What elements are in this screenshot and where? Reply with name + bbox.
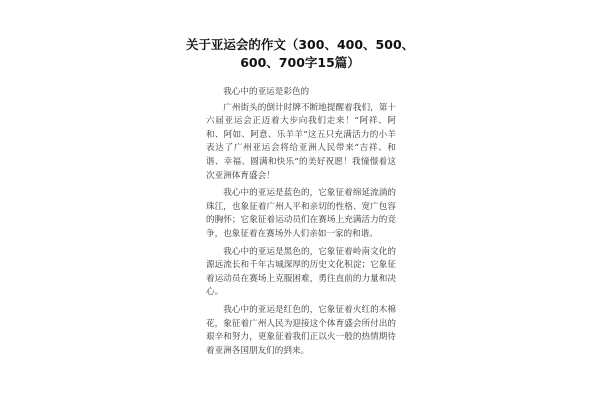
paragraph: 我心中的亚运是黑色的，它象征着岭南文化的源远流长和千年古城深厚的历史文化积淀；它象征着运动员在赛场上克服困难，勇往直前的力量和决心。 xyxy=(206,246,396,298)
document-title xyxy=(180,36,420,72)
paragraph: 我心中的亚运是蓝色的，它象征着绵延流淌的珠江，也象征着广州人平和亲切的性格、宽广包容的胸怀；它象征着运动员们在赛场上充满活力的竞争，也象征着在赛场外人们亲如一家的和谐。 xyxy=(206,188,396,239)
document-body xyxy=(206,86,396,362)
title-line-1: 关于亚运会的作文（300、400、500、 xyxy=(185,37,415,52)
paragraph: 广州街头的倒计时牌不断地提醒着我们，第十六届亚运会正迈着大步向我们走来！“阿祥、阿和、阿如、阿意、乐羊羊”这五只充满活力的小羊表达了广州亚运会将给亚洲人民带来“吉祥、和谐、幸福、圆满和快乐”的美好祝愿！我憧憬着这次亚洲体育盛会！ xyxy=(206,102,396,181)
paragraph-lead: 我心中的亚运是彩色的 xyxy=(223,87,310,97)
paragraph: 我心中的亚运是红色的，它象征着火红的木棉花，象征着广州人民为迎接这个体育盛会所付出的艰辛和努力，更象征着我们正以火一般的热情期待着亚洲各国朋友们的到来。 xyxy=(206,304,396,356)
title-line-2: 600、700字15篇） xyxy=(240,55,360,70)
